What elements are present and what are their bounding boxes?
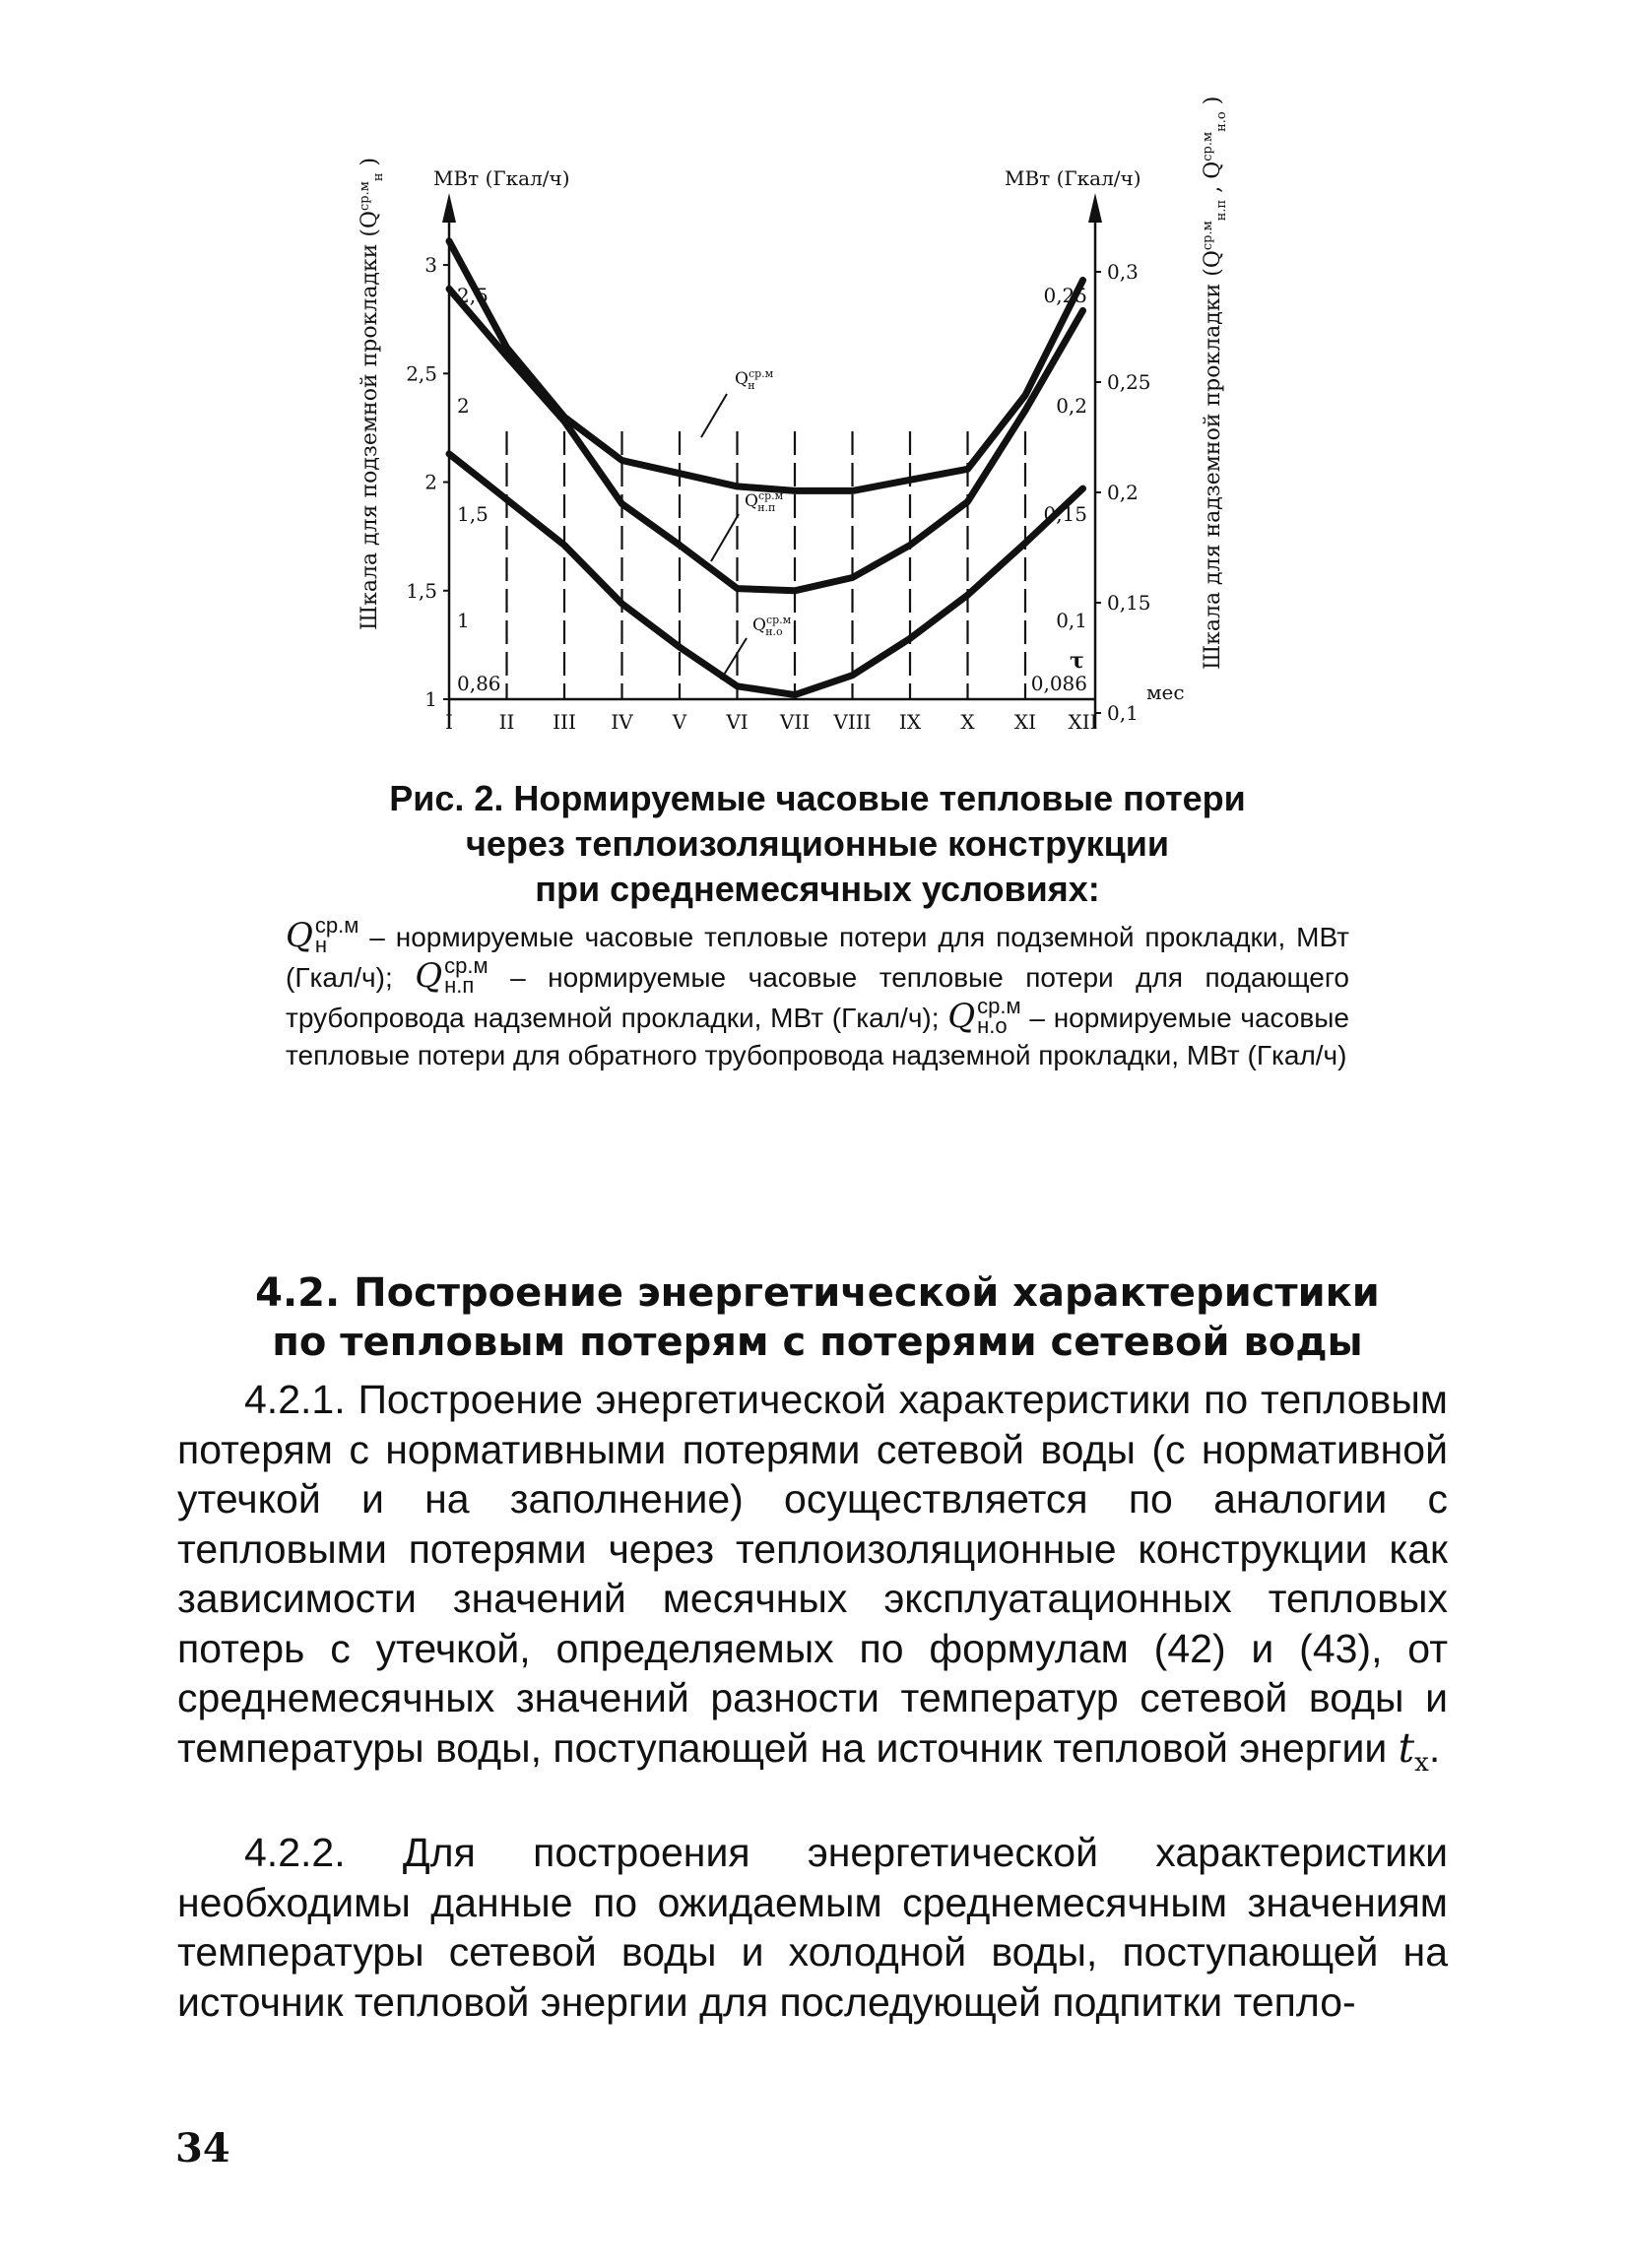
- svg-text:Qср.мн: $Q^{ср.м}$ н: [735, 367, 774, 392]
- q-n-indices: ср.м н: [314, 913, 359, 957]
- section-heading-line-1: 4.2. Построение энергетической характеристики: [255, 1270, 1380, 1316]
- left-inner-tick-label: 2,5: [457, 284, 489, 307]
- month-labels: [445, 710, 1097, 734]
- right-outer-tick-label: 0,15: [1107, 591, 1151, 615]
- right-inner-tick-label: 0,15: [1043, 502, 1087, 526]
- right-unit-label: МВт (Гкал/ч): [1005, 166, 1141, 190]
- left-outer-tick-label: 2,5: [406, 361, 437, 386]
- label-q-no: [721, 614, 792, 680]
- right-inner-tick-label: 0,1: [1056, 609, 1087, 632]
- right-outer-tick-label: 0,2: [1107, 481, 1139, 504]
- tau-unit: мес: [1146, 680, 1185, 704]
- left-unit-label: МВт (Гкал/ч): [433, 166, 570, 190]
- left-inner-tick-label: 1,5: [457, 502, 489, 526]
- month-label: XII: [1068, 710, 1098, 734]
- caption-text-1: – нормируемые часовые тепловые потери для подземной прокладки, МВт (Гкал/ч);: [286, 922, 1350, 993]
- month-label: VII: [779, 710, 811, 734]
- caption-title-3: при среднемесячных условиях:: [535, 869, 1100, 909]
- right-outer-tick-label: 0,25: [1107, 370, 1151, 394]
- month-label: I: [445, 710, 453, 734]
- month-label: III: [553, 710, 576, 734]
- left-outer-tick-label: 1: [424, 687, 437, 711]
- left-outer-tick-label: 1,5: [406, 578, 437, 603]
- chart-svg: [355, 96, 1241, 758]
- figure-caption: [286, 776, 1349, 1074]
- section-heading-line-2: по тепловым потерям с потерями сетевой воды: [272, 1320, 1363, 1365]
- page-number: 34: [175, 2125, 230, 2171]
- paragraph-4-2-1: [177, 1375, 1448, 1787]
- month-label: X: [960, 710, 975, 734]
- caption-title-1: Рис. 2. Нормируемые часовые тепловые потери: [389, 778, 1246, 818]
- q-no-indices: ср.м н.о: [977, 994, 1021, 1038]
- paragraph-4-2-2: [177, 1828, 1448, 2027]
- caption-text-2: – нормируемые часовые тепловые потери для подающего трубопровода надземной прокладки, МВт (Гкал/ч);: [286, 962, 1349, 1033]
- q-symbol: Q: [286, 916, 313, 955]
- label-q-np: [711, 489, 784, 561]
- svg-text:Qср.мн.о: $Q^{ср.м}$ н.о: [752, 614, 792, 638]
- q-symbol: Q: [415, 956, 443, 996]
- leader-q-no: [721, 638, 747, 680]
- left-inner-tick-label: 2: [457, 394, 470, 418]
- left-inner-tick-label: 1: [457, 609, 470, 632]
- left-inner-tick-label: 0,86: [457, 672, 501, 695]
- month-label: VI: [726, 710, 749, 734]
- section-heading: [177, 1268, 1458, 1367]
- left-outer-tick-label: 2: [424, 470, 437, 494]
- month-label: II: [498, 710, 515, 734]
- month-label: V: [672, 710, 687, 734]
- svg-text:Qср.мн.п: $Q^{ср.м}$ н.п: [745, 489, 784, 514]
- right-inner-tick-label: 0,25: [1043, 284, 1087, 307]
- right-outer-tick-label: 0,1: [1107, 701, 1139, 725]
- right-outer-tick-label: 0,3: [1107, 260, 1139, 284]
- month-label: IX: [898, 710, 922, 734]
- month-label: VIII: [833, 710, 872, 734]
- leader-q-n: [701, 394, 727, 437]
- caption-body: [286, 913, 1350, 1074]
- leader-q-np: [711, 514, 739, 561]
- caption-title-2: через теплоизоляционные конструкции: [465, 823, 1170, 864]
- label-q-n: [701, 367, 774, 437]
- left-axis-title: Шкала для подземной прокладки ($Q^{ср.м}_н$ ): [358, 157, 386, 630]
- curve-q-n: [449, 241, 1083, 491]
- month-label: XI: [1013, 710, 1037, 734]
- paragraph-4-2-2-text: 4.2.2. Для построения энергетической характеристики необходимы данные по ожидаемым среднемесячным значениям температуры сетевой воды и холодной воды, поступающей на источник тепловой энергии для последующей подпитки тепло-: [177, 1830, 1448, 2025]
- tau-label: τ: [1070, 648, 1084, 674]
- right-inner-tick-label: 0,086: [1030, 672, 1087, 695]
- right-axis-arrow: [1088, 193, 1102, 223]
- t-x-symbol: $t_х$: [1398, 1723, 1429, 1778]
- q-symbol: Q: [947, 997, 976, 1036]
- right-inner-tick-label: 0,2: [1056, 394, 1087, 418]
- q-np-indices: ср.м н.п: [444, 953, 489, 998]
- caption-text-3: – нормируемые часовые тепловые потери для обратного трубопровода надземной прокладки, МВт (Гкал/ч): [286, 1003, 1350, 1070]
- left-axis-arrow: [442, 193, 456, 223]
- left-outer-tick-label: 3: [424, 253, 437, 278]
- figure: [355, 96, 1241, 758]
- paragraph-end: .: [1428, 1724, 1441, 1771]
- month-label: IV: [611, 710, 633, 734]
- right-axis-title: Шкала для надземной прокладки ($Q^{ср.м}_{н.п}$ , $Q^{ср.м}_{н.о}$ ): [1201, 96, 1229, 670]
- paragraph-4-2-1-text: 4.2.1. Построение энергетической характеристики по тепловым потерям с нормативными потерями сетевой воды (с нормативной утечкой и на заполнение) осуществляется по аналогии с тепловыми потерями через теплоизоляционные конструкции как зависимости значений месячных эксплуатационных тепловых потерь с утечкой, определяемых по формулам (42) и (43), от среднемесячных значений разности температур сетевой воды и температуры воды, поступающей на источник тепловой энергии: [177, 1377, 1448, 1771]
